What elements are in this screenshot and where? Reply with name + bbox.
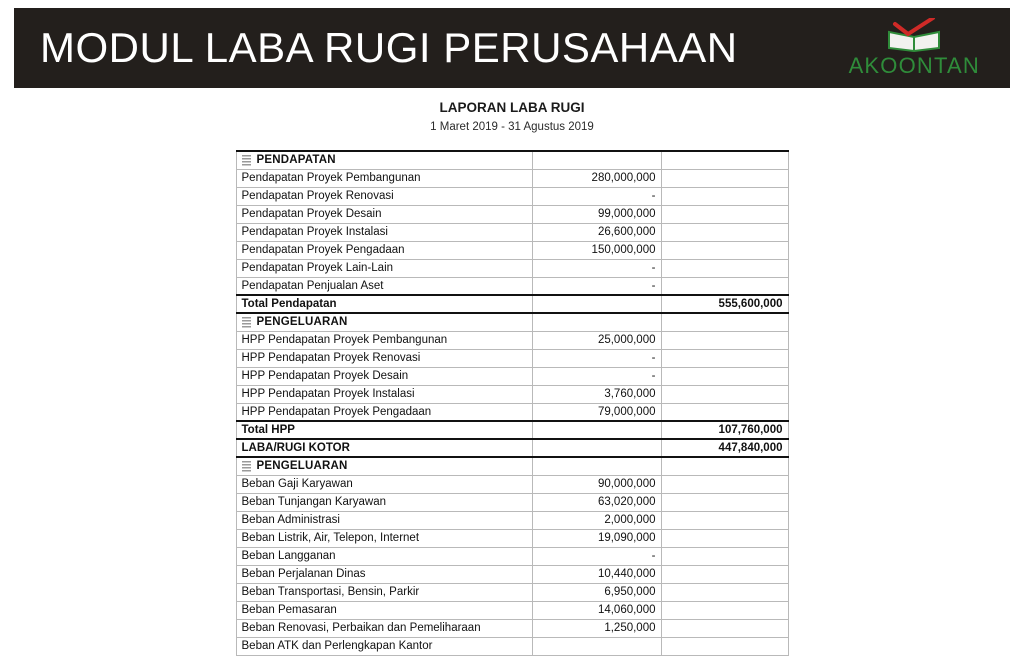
- table-row[interactable]: [236, 241, 788, 259]
- total-cell: [661, 277, 788, 295]
- account-name: HPP Pendapatan Proyek Renovasi: [236, 349, 532, 367]
- total-cell: [661, 241, 788, 259]
- account-name: Beban Gaji Karyawan: [236, 475, 532, 493]
- account-name: Beban Administrasi: [236, 511, 532, 529]
- account-name: HPP Pendapatan Proyek Pengadaan: [236, 403, 532, 421]
- amount-cell: 6,950,000: [532, 583, 661, 601]
- brand-name: AKOONTAN: [848, 52, 980, 78]
- account-name: Beban Tunjangan Karyawan: [236, 493, 532, 511]
- total-cell: [661, 205, 788, 223]
- account-name: Pendapatan Proyek Pembangunan: [236, 169, 532, 187]
- account-name: Pendapatan Proyek Instalasi: [236, 223, 532, 241]
- amount-cell: 25,000,000: [532, 331, 661, 349]
- table-row[interactable]: [236, 313, 788, 331]
- total-cell: 555,600,000: [661, 295, 788, 313]
- account-name: Pendapatan Proyek Renovasi: [236, 187, 532, 205]
- account-name: Beban Renovasi, Perbaikan dan Pemeliharaan: [236, 619, 532, 637]
- table-row[interactable]: [236, 583, 788, 601]
- total-cell: [661, 313, 788, 331]
- amount-cell: 26,600,000: [532, 223, 661, 241]
- total-cell: [661, 151, 788, 169]
- banner-title: MODUL LABA RUGI PERUSAHAAN: [40, 24, 738, 71]
- account-name: HPP Pendapatan Proyek Pembangunan: [236, 331, 532, 349]
- grip-handle-icon[interactable]: [242, 317, 251, 328]
- total-cell: [661, 511, 788, 529]
- table-row[interactable]: [236, 475, 788, 493]
- total-cell: [661, 385, 788, 403]
- table-row[interactable]: [236, 457, 788, 475]
- grip-handle-icon[interactable]: [242, 461, 251, 472]
- total-cell: [661, 529, 788, 547]
- open-book-with-check-icon: [881, 18, 947, 52]
- amount-cell: 3,760,000: [532, 385, 661, 403]
- page-banner: [14, 8, 1010, 88]
- total-cell: [661, 223, 788, 241]
- account-name: Beban Langganan: [236, 547, 532, 565]
- amount-cell: [532, 439, 661, 457]
- table-row[interactable]: [236, 637, 788, 655]
- amount-cell: -: [532, 367, 661, 385]
- account-name: HPP Pendapatan Proyek Desain: [236, 367, 532, 385]
- amount-cell: [532, 295, 661, 313]
- section-header-label: PENDAPATAN: [236, 151, 532, 169]
- amount-cell: 2,000,000: [532, 511, 661, 529]
- table-row[interactable]: [236, 223, 788, 241]
- total-cell: [661, 349, 788, 367]
- amount-cell: -: [532, 277, 661, 295]
- account-name: Pendapatan Penjualan Aset: [236, 277, 532, 295]
- account-name: Beban ATK dan Perlengkapan Kantor: [236, 637, 532, 655]
- total-cell: [661, 601, 788, 619]
- table-row[interactable]: [236, 205, 788, 223]
- amount-cell: -: [532, 547, 661, 565]
- amount-cell: 10,440,000: [532, 565, 661, 583]
- table-row[interactable]: [236, 403, 788, 421]
- total-cell: 107,760,000: [661, 421, 788, 439]
- account-name: Total HPP: [236, 421, 532, 439]
- total-cell: [661, 367, 788, 385]
- company-name: [0, 84, 1024, 96]
- account-name: HPP Pendapatan Proyek Instalasi: [236, 385, 532, 403]
- amount-cell: 14,060,000: [532, 601, 661, 619]
- amount-cell: 99,000,000: [532, 205, 661, 223]
- account-name: Pendapatan Proyek Pengadaan: [236, 241, 532, 259]
- table-row[interactable]: [236, 493, 788, 511]
- table-row[interactable]: [236, 547, 788, 565]
- total-cell: [661, 331, 788, 349]
- total-cell: [661, 187, 788, 205]
- report-document: [0, 84, 1024, 656]
- amount-cell: 63,020,000: [532, 493, 661, 511]
- amount-cell: [532, 637, 661, 655]
- income-statement-table: [236, 150, 789, 656]
- total-cell: [661, 583, 788, 601]
- section-header-label: PENGELUARAN: [236, 313, 532, 331]
- amount-cell: 150,000,000: [532, 241, 661, 259]
- table-row[interactable]: [236, 565, 788, 583]
- report-period: 1 Maret 2019 - 31 Agustus 2019: [430, 121, 594, 133]
- amount-cell: -: [532, 187, 661, 205]
- total-cell: [661, 169, 788, 187]
- brand-logo: [849, 18, 1010, 79]
- account-name: Beban Perjalanan Dinas: [236, 565, 532, 583]
- section-header-label: PENGELUARAN: [236, 457, 532, 475]
- total-cell: [661, 637, 788, 655]
- amount-cell: -: [532, 259, 661, 277]
- table-row[interactable]: [236, 295, 788, 313]
- total-cell: [661, 565, 788, 583]
- account-name: LABA/RUGI KOTOR: [236, 439, 532, 457]
- account-name: Beban Pemasaran: [236, 601, 532, 619]
- total-cell: [661, 457, 788, 475]
- table-row[interactable]: [236, 187, 788, 205]
- table-row[interactable]: [236, 385, 788, 403]
- grip-handle-icon[interactable]: [242, 155, 251, 166]
- table-row[interactable]: [236, 349, 788, 367]
- table-row[interactable]: [236, 511, 788, 529]
- total-cell: [661, 493, 788, 511]
- table-row[interactable]: [236, 277, 788, 295]
- amount-cell: 1,250,000: [532, 619, 661, 637]
- income-statement-body: [236, 151, 788, 655]
- total-cell: [661, 403, 788, 421]
- account-name: Total Pendapatan: [236, 295, 532, 313]
- total-cell: [661, 619, 788, 637]
- amount-cell: [532, 421, 661, 439]
- account-name: Pendapatan Proyek Desain: [236, 205, 532, 223]
- total-cell: [661, 547, 788, 565]
- amount-cell: [532, 151, 661, 169]
- table-row[interactable]: [236, 619, 788, 637]
- amount-cell: [532, 313, 661, 331]
- amount-cell: 280,000,000: [532, 169, 661, 187]
- table-row[interactable]: [236, 421, 788, 439]
- account-name: Beban Transportasi, Bensin, Parkir: [236, 583, 532, 601]
- account-name: Beban Listrik, Air, Telepon, Internet: [236, 529, 532, 547]
- table-row[interactable]: [236, 529, 788, 547]
- amount-cell: 19,090,000: [532, 529, 661, 547]
- table-row[interactable]: [236, 169, 788, 187]
- table-row[interactable]: [236, 151, 788, 169]
- table-row[interactable]: [236, 331, 788, 349]
- table-row[interactable]: [236, 259, 788, 277]
- table-row[interactable]: [236, 601, 788, 619]
- total-cell: [661, 475, 788, 493]
- total-cell: [661, 259, 788, 277]
- amount-cell: 90,000,000: [532, 475, 661, 493]
- table-row[interactable]: [236, 439, 788, 457]
- account-name: Pendapatan Proyek Lain-Lain: [236, 259, 532, 277]
- amount-cell: [532, 457, 661, 475]
- amount-cell: -: [532, 349, 661, 367]
- report-title: LAPORAN LABA RUGI: [439, 100, 585, 115]
- table-row[interactable]: [236, 367, 788, 385]
- amount-cell: 79,000,000: [532, 403, 661, 421]
- total-cell: 447,840,000: [661, 439, 788, 457]
